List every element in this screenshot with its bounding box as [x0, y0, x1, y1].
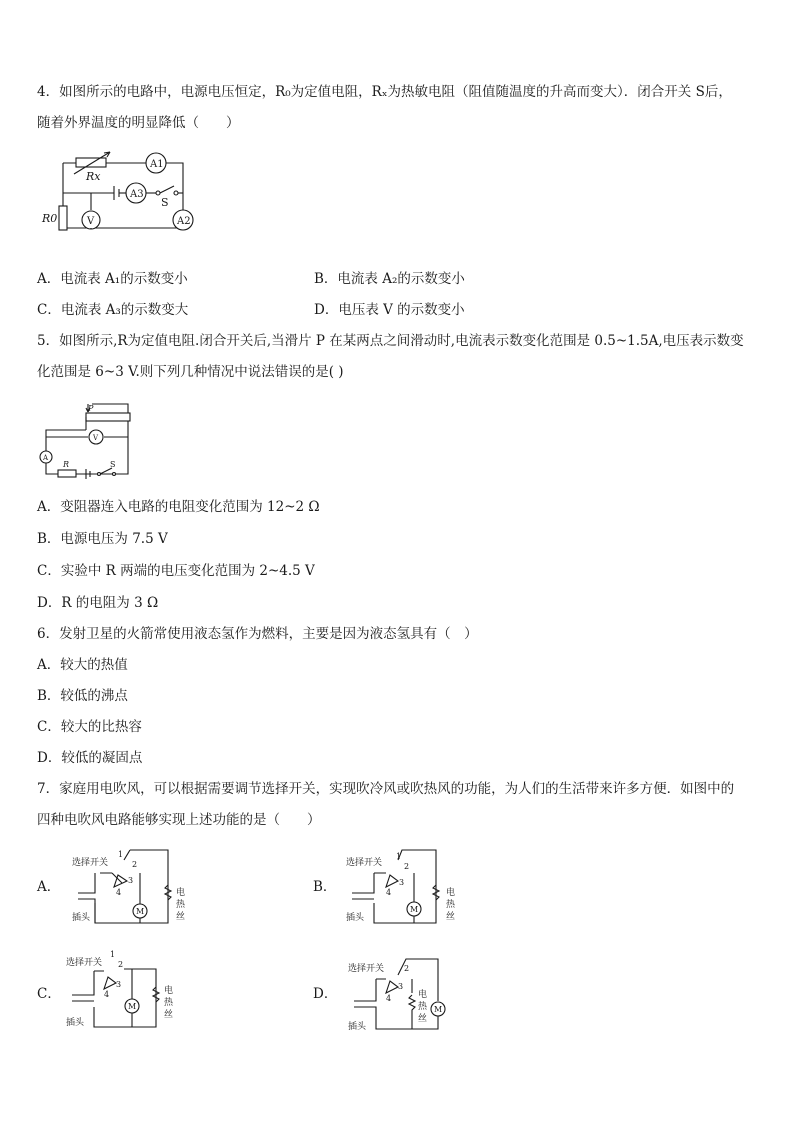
svg-text:3: 3 — [116, 980, 122, 989]
q4-circuit-diagram — [38, 146, 208, 246]
q5-stem-line1: 5．如图所示,R为定值电阻.闭合开关后,当滑片 P 在某两点之间滑动时,电流表示数变化范围是 0.5~1.5A,电压表示数变 — [37, 333, 744, 349]
q7-option-b-label[interactable]: B． — [313, 879, 337, 895]
svg-text:选择开关: 选择开关 — [348, 964, 385, 974]
q5-a-label: A — [43, 454, 49, 462]
svg-text:丝: 丝 — [164, 1010, 174, 1020]
svg-text:丝: 丝 — [446, 912, 456, 922]
svg-text:热: 热 — [418, 1002, 428, 1012]
q4-a1-label: A1 — [150, 159, 164, 170]
svg-text:3: 3 — [398, 982, 404, 991]
svg-text:4: 4 — [386, 994, 392, 1003]
q7-option-b-diagram[interactable] — [344, 845, 474, 930]
svg-text:热: 热 — [446, 900, 456, 910]
q5-option-c[interactable]: C．实验中 R 两端的电压变化范围为 2~4.5 V — [37, 563, 315, 579]
svg-text:选择开关: 选择开关 — [72, 858, 109, 868]
svg-text:M: M — [410, 905, 419, 914]
svg-text:3: 3 — [399, 878, 405, 887]
svg-text:插头: 插头 — [346, 913, 365, 923]
q6-option-a[interactable]: A．较大的热值 — [37, 657, 128, 673]
q5-s-label: S — [110, 460, 116, 469]
svg-text:1: 1 — [110, 950, 116, 959]
q6-stem: 6．发射卫星的火箭常使用液态氢作为燃料，主要是因为液态氢具有（ ） — [37, 626, 478, 642]
q5-option-d[interactable]: D．R 的电阻为 3 Ω — [37, 595, 159, 611]
q6-option-d[interactable]: D．较低的凝固点 — [37, 750, 143, 766]
q7-option-c-label[interactable]: C． — [37, 986, 61, 1002]
q5-option-b[interactable]: B．电源电压为 7.5 V — [37, 531, 168, 547]
q4-stem-line2: 随着外界温度的明显降低（ ） — [37, 115, 240, 131]
svg-text:插头: 插头 — [348, 1022, 367, 1032]
q5-circuit-diagram — [36, 400, 136, 482]
svg-text:丝: 丝 — [418, 1014, 428, 1024]
svg-text:2: 2 — [404, 862, 410, 871]
svg-text:4: 4 — [104, 990, 110, 999]
q4-option-b[interactable]: B．电流表 A₂的示数变小 — [314, 271, 465, 287]
svg-text:热: 热 — [164, 998, 174, 1008]
svg-text:电: 电 — [418, 990, 428, 1000]
q5-v-label: V — [93, 434, 99, 442]
svg-text:M: M — [128, 1002, 137, 1011]
svg-text:电: 电 — [176, 888, 186, 898]
q5-p-label: P — [88, 404, 94, 413]
q7-option-d-diagram[interactable] — [346, 955, 476, 1040]
svg-text:4: 4 — [386, 888, 392, 897]
svg-text:电: 电 — [446, 888, 456, 898]
q4-v-label: V — [87, 216, 95, 227]
svg-text:M: M — [434, 1005, 443, 1014]
svg-text:4: 4 — [116, 888, 122, 897]
q4-r0-label: R0 — [42, 212, 58, 225]
q5-r-label: R — [63, 460, 70, 469]
svg-text:选择开关: 选择开关 — [346, 858, 383, 868]
svg-text:1: 1 — [118, 850, 124, 859]
q7-option-a-diagram[interactable] — [70, 845, 200, 930]
q7-option-a-label[interactable]: A． — [37, 879, 61, 895]
q4-a2-label: A2 — [177, 216, 191, 227]
q4-option-c[interactable]: C．电流表 A₃的示数变大 — [37, 302, 189, 318]
q7-stem-line2: 四种电吹风电路能够实现上述功能的是（ ） — [37, 812, 321, 828]
q4-stem-line1: 4．如图所示的电路中，电源电压恒定，R₀为定值电阻，Rₓ为热敏电阻（阻值随温度的升高而变大）．闭合开关 S后， — [37, 84, 732, 100]
svg-text:2: 2 — [404, 964, 410, 973]
q7-option-d-label[interactable]: D． — [313, 986, 338, 1002]
q7-option-c-diagram[interactable] — [64, 947, 194, 1032]
q4-option-d[interactable]: D．电压表 V 的示数变小 — [314, 302, 465, 318]
svg-text:2: 2 — [132, 860, 138, 869]
svg-text:插头: 插头 — [72, 913, 91, 923]
svg-text:插头: 插头 — [66, 1018, 85, 1028]
svg-text:M: M — [136, 907, 145, 916]
q6-option-b[interactable]: B．较低的沸点 — [37, 688, 128, 704]
q4-rx-label: Rx — [86, 170, 101, 183]
q5-option-a[interactable]: A．变阻器连入电路的电阻变化范围为 12~2 Ω — [37, 499, 320, 515]
svg-text:1: 1 — [396, 852, 402, 861]
q6-option-c[interactable]: C．较大的比热容 — [37, 719, 142, 735]
q4-s-label: S — [161, 196, 169, 209]
svg-text:2: 2 — [118, 960, 124, 969]
q4-a3-label: A3 — [130, 189, 144, 200]
svg-text:丝: 丝 — [176, 912, 186, 922]
q4-option-a[interactable]: A．电流表 A₁的示数变小 — [37, 271, 188, 287]
svg-text:选择开关: 选择开关 — [66, 958, 103, 968]
svg-text:热: 热 — [176, 900, 186, 910]
q7-stem-line1: 7．家庭用电吹风，可以根据需要调节选择开关，实现吹冷风或吹热风的功能，为人们的生活带来许多方便．如图中的 — [37, 781, 735, 797]
svg-text:3: 3 — [128, 876, 134, 885]
svg-text:电: 电 — [164, 986, 174, 996]
q5-stem-line2: 化范围是 6~3 V.则下列几种情况中说法错误的是( ) — [37, 364, 344, 380]
